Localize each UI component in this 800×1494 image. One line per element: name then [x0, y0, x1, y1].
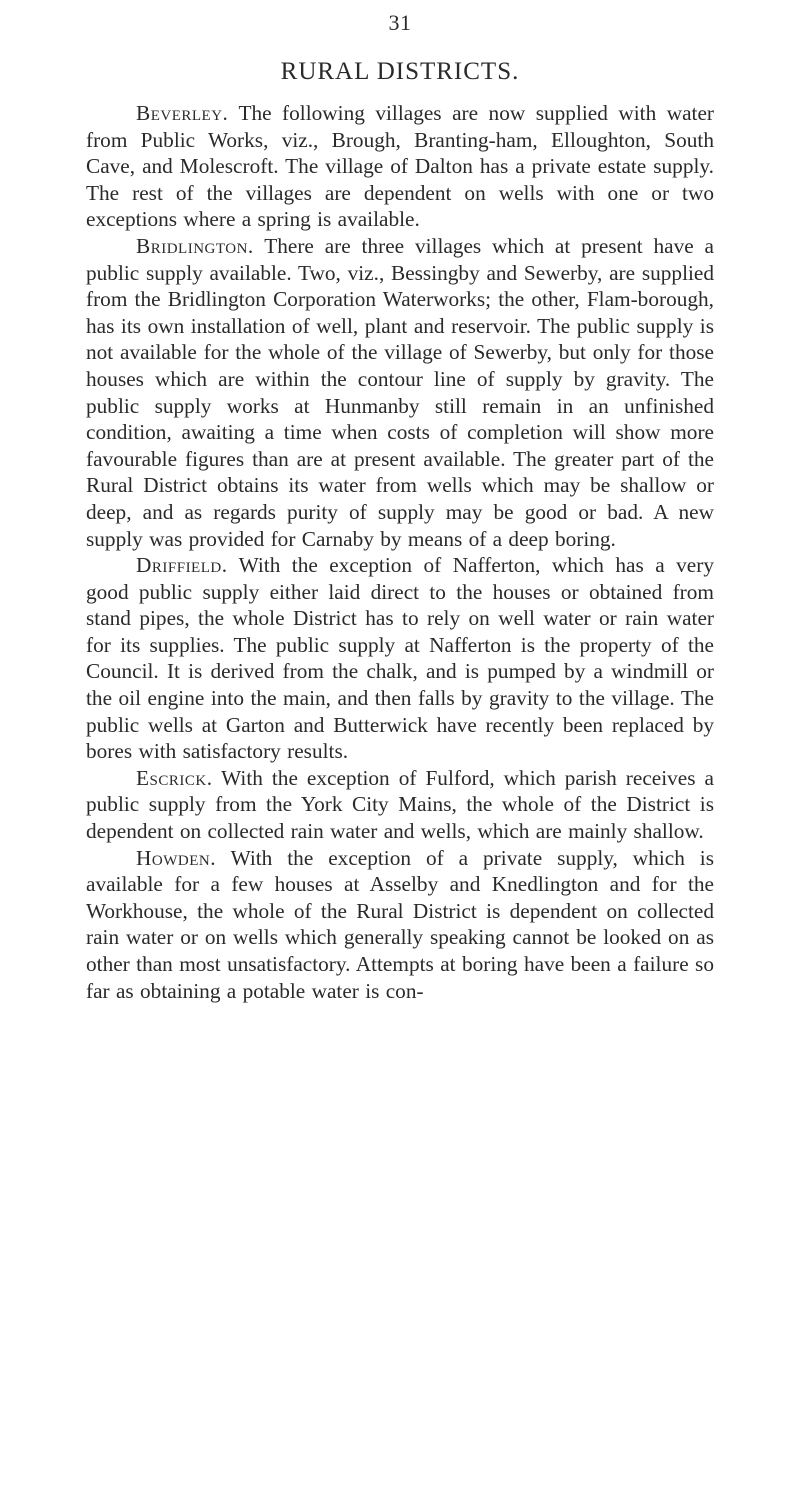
- paragraph-text: With the exception of a private supply, which is available for a few houses at Asselby and Knedlington and for the Workhouse, the whole of the Rural District is dependent on collected rain water or on wells which generally speaking cannot be looked on as other than most unsatisfactory. Attempts at boring have been a failure so far as obtaining a potable water is con-: [86, 845, 714, 1003]
- paragraph-lead: Escrick.: [136, 765, 213, 790]
- paragraph-bridlington: [86, 233, 714, 552]
- page-number: 31: [388, 10, 412, 35]
- paragraph-lead: Bridlington.: [136, 233, 254, 258]
- page-heading: RURAL DISTRICTS.: [280, 58, 520, 85]
- paragraph-text: There are three villages which at present have a public supply available. Two, viz., Bessingby and Sewerby, are supplied from the Bridlington Corporation Waterworks; the other, Flam-borough, has its own installation of well, plant and reservoir. The public supply is not available for the whole of the village of Sewerby, but only for those houses which are within the contour line of supply by gravity. The public supply works at Hunmanby still remain in an unfinished condition, awaiting a time when costs of completion will show more favourable figures than are at present available. The greater part of the Rural District obtains its water from wells which may be shallow or deep, and as regards purity of supply may be good or bad. A new supply was provided for Carnaby by means of a deep boring.: [86, 233, 714, 551]
- paragraph-howden: [86, 845, 714, 1005]
- paragraph-lead: Beverley.: [136, 101, 229, 125]
- paragraph-lead: Howden.: [136, 845, 217, 870]
- paragraph-driffield: [86, 552, 714, 765]
- paragraph-escrick: [86, 765, 714, 845]
- paragraph-text: With the exception of Fulford, which parish receives a public supply from the York City Mains, the whole of the District is dependent on collected rain water and wells, which are mainly shallow.: [86, 765, 714, 844]
- body-text: [86, 100, 714, 1004]
- paragraph-beverley: [86, 100, 714, 233]
- paragraph-text: With the exception of Nafferton, which has a very good public supply either laid direct to the houses or obtained from stand pipes, the whole District has to rely on well water or rain water for its supplies. The public supply at Nafferton is the property of the Council. It is derived from the chalk, and is pumped by a windmill or the oil engine into the main, and then falls by gravity to the village. The public wells at Garton and Butterwick have recently been replaced by bores with satisfactory results.: [86, 553, 714, 764]
- paragraph-lead: Driffield.: [136, 553, 228, 578]
- paragraph-text: The following villages are now supplied with water from Public Works, viz., Brough, Branting-ham, Elloughton, South Cave, and Molescroft. The village of Dalton has a private estate supply. The rest of the villages are dependent on wells with one or two exceptions where a spring is available.: [86, 101, 714, 232]
